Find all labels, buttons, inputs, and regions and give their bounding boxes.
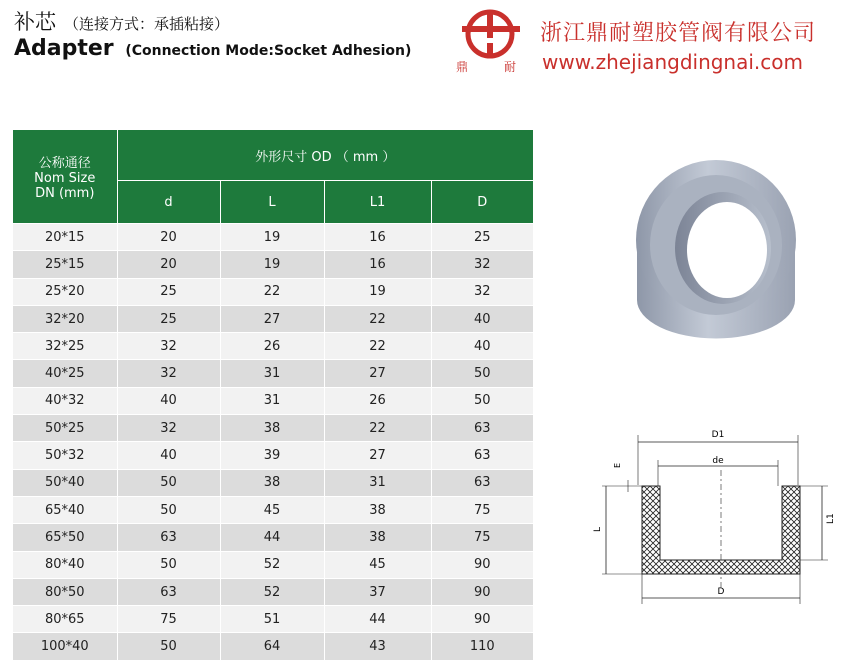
col-header-d: d: [117, 181, 220, 224]
cell-dimension: 22: [220, 278, 324, 305]
cell-dimension: 32: [431, 251, 533, 278]
cell-dimension: 50: [117, 551, 220, 578]
connection-mode-en: (Connection Mode:Socket Adhesion): [125, 43, 412, 59]
cell-dimension: 90: [431, 606, 533, 633]
cell-dimension: 38: [220, 469, 324, 496]
logo-char-nai: 耐: [504, 60, 517, 74]
cell-dimension: 38: [220, 415, 324, 442]
cell-nom-size: 50*32: [13, 442, 117, 469]
cell-dimension: 40: [117, 387, 220, 414]
cell-nom-size: 32*20: [13, 305, 117, 332]
table-row: [13, 305, 533, 332]
dim-label-de: de: [712, 456, 724, 466]
cell-dimension: 31: [220, 360, 324, 387]
cell-dimension: 26: [324, 387, 431, 414]
cell-nom-size: 25*15: [13, 251, 117, 278]
table-row: [13, 415, 533, 442]
table-row: [13, 333, 533, 360]
cell-dimension: 38: [324, 496, 431, 523]
adapter-cross-section-drawing: [590, 420, 840, 610]
table-row: [13, 524, 533, 551]
col-header-l: L: [220, 181, 324, 224]
cell-dimension: 26: [220, 333, 324, 360]
cell-dimension: 63: [431, 469, 533, 496]
col-header-od: 外形尺寸 OD （ mm ）: [117, 130, 533, 181]
cell-dimension: 63: [117, 578, 220, 605]
cell-nom-size: 40*25: [13, 360, 117, 387]
title-english: [14, 36, 411, 61]
dim-label-e: E: [613, 462, 622, 468]
cell-dimension: 44: [324, 606, 431, 633]
dim-label-l1: L1: [826, 513, 836, 524]
cell-dimension: 37: [324, 578, 431, 605]
table-row: [13, 251, 533, 278]
cell-nom-size: 32*25: [13, 333, 117, 360]
cell-dimension: 43: [324, 633, 431, 660]
cell-dimension: 75: [117, 606, 220, 633]
table-row: [13, 360, 533, 387]
cell-dimension: 64: [220, 633, 324, 660]
cell-nom-size: 80*40: [13, 551, 117, 578]
cell-dimension: 25: [117, 278, 220, 305]
cell-dimension: 63: [431, 415, 533, 442]
cell-dimension: 52: [220, 551, 324, 578]
col-header-nom-size: 公称通径 Nom Size DN (mm): [13, 130, 117, 224]
company-website: www.zhejiangdingnai.com: [542, 50, 803, 74]
cell-dimension: 27: [220, 305, 324, 332]
logo-char-ding: 鼎: [456, 60, 469, 74]
cell-dimension: 50: [117, 496, 220, 523]
table-row: [13, 551, 533, 578]
cell-dimension: 27: [324, 360, 431, 387]
adapter-product-photo: [625, 150, 810, 340]
cell-nom-size: 50*25: [13, 415, 117, 442]
cell-dimension: 27: [324, 442, 431, 469]
cell-dimension: 20: [117, 251, 220, 278]
col-header-d-outer: D: [431, 181, 533, 224]
cell-dimension: 90: [431, 578, 533, 605]
cell-dimension: 63: [117, 524, 220, 551]
cell-dimension: 25: [117, 305, 220, 332]
connection-mode-zh: （连接方式：承插粘接）: [64, 15, 230, 33]
cell-dimension: 39: [220, 442, 324, 469]
cell-dimension: 45: [220, 496, 324, 523]
cell-dimension: 19: [324, 278, 431, 305]
cell-dimension: 19: [220, 251, 324, 278]
cell-dimension: 22: [324, 415, 431, 442]
cell-dimension: 31: [324, 469, 431, 496]
dim-label-d1: D1: [711, 430, 725, 440]
cell-dimension: 40: [117, 442, 220, 469]
cell-dimension: 50: [117, 469, 220, 496]
cell-nom-size: 80*50: [13, 578, 117, 605]
cell-dimension: 38: [324, 524, 431, 551]
cell-nom-size: 25*20: [13, 278, 117, 305]
table-row: [13, 633, 533, 660]
product-name-zh: 补芯: [14, 10, 56, 34]
cell-nom-size: 65*40: [13, 496, 117, 523]
col-header-l1: L1: [324, 181, 431, 224]
cell-dimension: 16: [324, 224, 431, 251]
cell-dimension: 19: [220, 224, 324, 251]
cell-nom-size: 40*32: [13, 387, 117, 414]
title-chinese: [14, 6, 229, 36]
cell-dimension: 40: [431, 305, 533, 332]
spec-table: [13, 130, 533, 661]
cell-nom-size: 20*15: [13, 224, 117, 251]
cell-dimension: 32: [117, 360, 220, 387]
cell-dimension: 63: [431, 442, 533, 469]
cell-nom-size: 100*40: [13, 633, 117, 660]
table-row: [13, 578, 533, 605]
cell-dimension: 75: [431, 524, 533, 551]
dim-label-d: D: [717, 587, 725, 597]
cell-dimension: 50: [431, 360, 533, 387]
cell-dimension: 44: [220, 524, 324, 551]
table-row: [13, 387, 533, 414]
cell-dimension: 22: [324, 305, 431, 332]
cell-dimension: 16: [324, 251, 431, 278]
cell-dimension: 90: [431, 551, 533, 578]
table-row: [13, 278, 533, 305]
product-name-en: Adapter: [14, 36, 114, 61]
cell-dimension: 50: [117, 633, 220, 660]
table-row: [13, 224, 533, 251]
cell-dimension: 45: [324, 551, 431, 578]
cell-nom-size: 80*65: [13, 606, 117, 633]
table-row: [13, 442, 533, 469]
cell-dimension: 110: [431, 633, 533, 660]
cell-dimension: 31: [220, 387, 324, 414]
cell-dimension: 25: [431, 224, 533, 251]
cell-dimension: 32: [117, 415, 220, 442]
table-row: [13, 469, 533, 496]
cell-dimension: 32: [431, 278, 533, 305]
cell-dimension: 32: [117, 333, 220, 360]
cell-dimension: 50: [431, 387, 533, 414]
dim-label-l: L: [593, 526, 603, 532]
table-row: [13, 606, 533, 633]
table-row: [13, 496, 533, 523]
company-name: 浙江鼎耐塑胶管阀有限公司: [540, 21, 817, 46]
cell-dimension: 51: [220, 606, 324, 633]
cell-nom-size: 50*40: [13, 469, 117, 496]
cell-dimension: 40: [431, 333, 533, 360]
cell-nom-size: 65*50: [13, 524, 117, 551]
cell-dimension: 20: [117, 224, 220, 251]
cell-dimension: 52: [220, 578, 324, 605]
cell-dimension: 22: [324, 333, 431, 360]
cell-dimension: 75: [431, 496, 533, 523]
